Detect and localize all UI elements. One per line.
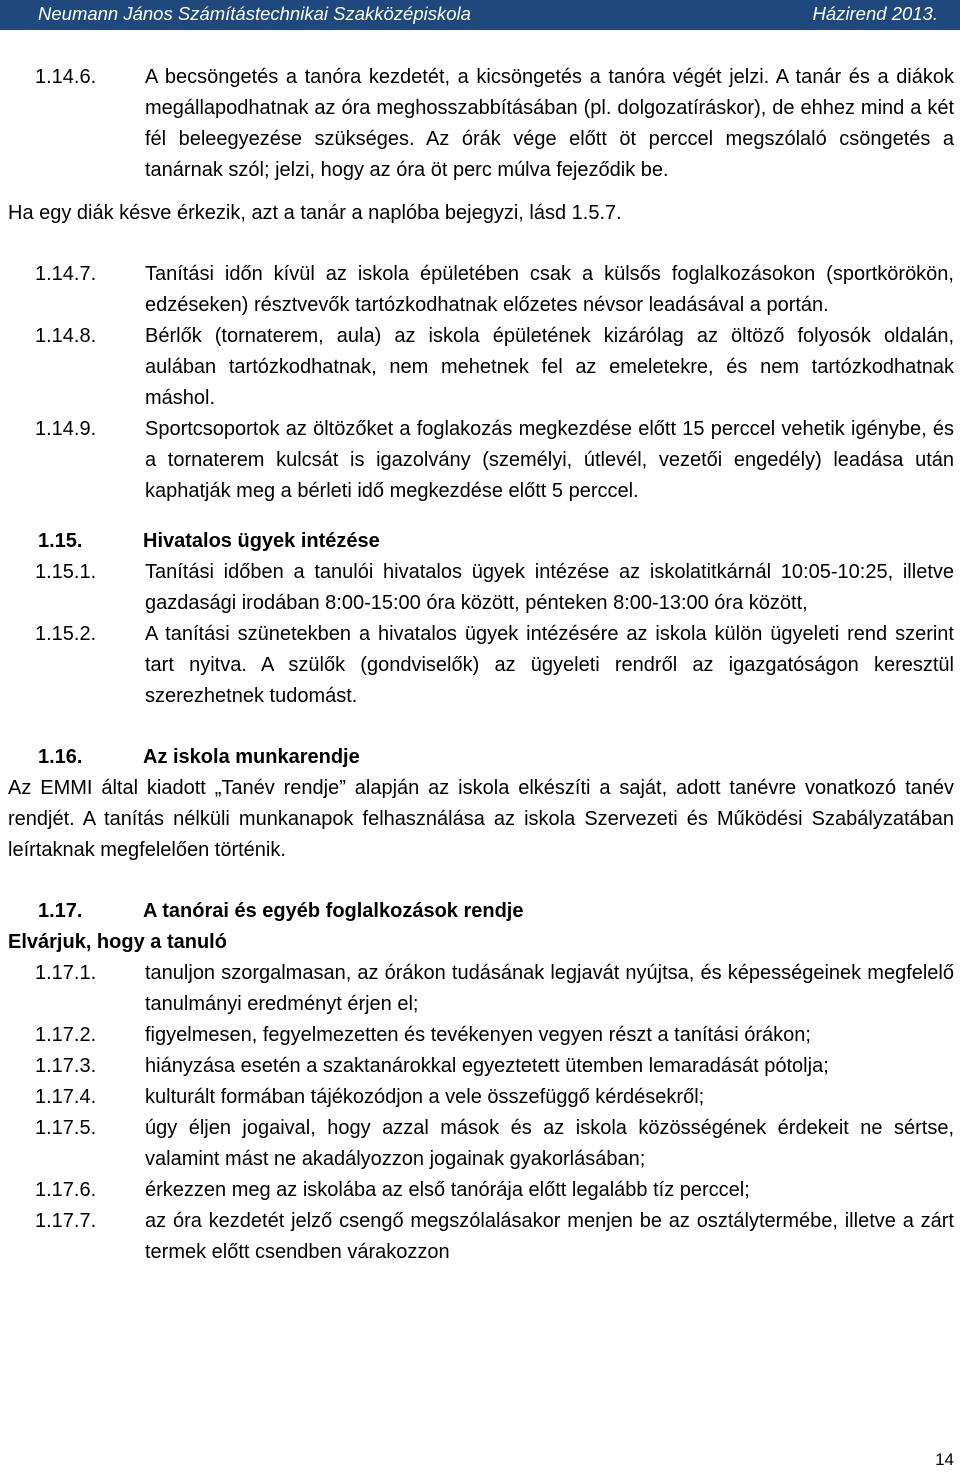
paragraph-text: tanuljon szorgalmasan, az órákon tudásának legjavát nyújtsa, és képességeinek megfelelő tanulmányi eredményt érjen el;: [145, 962, 954, 1015]
section-title: Az iskola munkarendje: [143, 746, 360, 768]
paragraph-text: Bérlők (tornaterem, aula) az iskola épületének kizárólag az öltöző folyosók oldalán, aulában tartózkodhatnak, nem mehetnek fel az emeletekre, és nem tartózkodhatnak máshol.: [145, 325, 954, 409]
paragraph-text: érkezzen meg az iskolába az első tanórája előtt legalább tíz perccel;: [145, 1179, 750, 1201]
paragraph-number: 1.17.4.: [35, 1086, 97, 1108]
numbered-paragraph: [0, 958, 960, 1020]
paragraph-number: 1.17.6.: [35, 1179, 97, 1201]
section-heading: [0, 742, 960, 773]
body-paragraph: Az EMMI által kiadott „Tanév rendje” alapján az iskola elkészíti a saját, adott tanévre vonatkozó tanév rendjét. A tanítás nélküli munkanapok felhasználása az iskola Szervezeti és Működési Szabályzatában leírtaknak megfelelően történik.: [8, 777, 954, 861]
numbered-paragraph: [0, 62, 960, 186]
numbered-paragraph: [0, 619, 960, 712]
numbered-paragraph: [0, 557, 960, 619]
paragraph-text: figyelmesen, fegyelmezetten és tevékenyen vegyen részt a tanítási órákon;: [145, 1024, 811, 1046]
section-heading: [0, 526, 960, 557]
numbered-paragraph: [0, 414, 960, 507]
page-number: 14: [935, 1450, 954, 1469]
paragraph-number: 1.14.8.: [35, 325, 97, 347]
section-heading: [0, 896, 960, 927]
paragraph-text: A becsöngetés a tanóra kezdetét, a kicsöngetés a tanóra végét jelzi. A tanár és a diákok megállapodhatnak az óra meghosszabbításában (pl. dolgozatíráskor), de ehhez mind a két fél beleegyezése szükséges. Az órák vége előtt öt perccel megszólaló csöngetés a tanárnak szól; jelzi, hogy az óra öt perc múlva fejeződik be.: [145, 66, 954, 181]
paragraph-number: 1.17.2.: [35, 1024, 97, 1046]
paragraph-number: 1.17.5.: [35, 1117, 97, 1139]
numbered-paragraph: [0, 1082, 960, 1113]
page-header: [0, 0, 960, 30]
numbered-paragraph: [0, 1051, 960, 1082]
paragraph-text: az óra kezdetét jelző csengő megszólalásakor menjen be az osztálytermébe, illetve a zárt termek előtt csendben várakozzon: [145, 1210, 954, 1263]
paragraph-number: 1.17.7.: [35, 1210, 97, 1232]
paragraph-number: 1.15.2.: [35, 623, 97, 645]
paragraph-number: 1.14.6.: [35, 66, 97, 88]
section-number: 1.17.: [38, 900, 83, 922]
paragraph-number: 1.17.3.: [35, 1055, 97, 1077]
paragraph-text: Tanítási időben a tanulói hivatalos ügyek intézése az iskolatitkárnál 10:05-10:25, illetve gazdasági irodában 8:00-15:00 óra között, pénteken 8:00-13:00 óra között,: [145, 561, 954, 614]
paragraph-text: hiányzása esetén a szaktanárokkal egyeztetett ütemben lemaradását pótolja;: [145, 1055, 829, 1077]
numbered-paragraph: [0, 1175, 960, 1206]
paragraph-number: 1.14.9.: [35, 418, 97, 440]
numbered-paragraph: [0, 1020, 960, 1051]
paragraph-text: Tanítási időn kívül az iskola épületében csak a külsős foglalkozásokon (sportkörökön, edzéseken) résztvevők tartózkodhatnak előzetes névsor leadásával a portán.: [145, 263, 954, 316]
header-school-name: Neumann János Számítástechnikai Szakközépiskola: [38, 3, 471, 24]
section-number: 1.16.: [38, 746, 83, 768]
paragraph-text: úgy éljen jogaival, hogy azzal mások és az iskola közösségének érdekeit ne sértse, valamint mást ne akadályozzon jogainak gyakorlásában;: [145, 1117, 954, 1170]
header-document-title: Házirend 2013.: [812, 3, 938, 24]
paragraph-number: 1.15.1.: [35, 561, 97, 583]
bold-intro-line: Elvárjuk, hogy a tanuló: [8, 931, 227, 953]
paragraph-number: 1.17.1.: [35, 962, 97, 984]
document-body: [0, 62, 960, 1268]
numbered-paragraph: [0, 321, 960, 414]
numbered-paragraph: [0, 259, 960, 321]
paragraph-text: Sportcsoportok az öltözőket a foglakozás megkezdése előtt 15 perccel vehetik igénybe, és a tornaterem kulcsát is igazolvány (személyi, útlevél, vezetői engedély) leadása után kaphatják meg a bérleti idő megkezdése előtt 5 perccel.: [145, 418, 954, 502]
numbered-paragraph: [0, 1113, 960, 1175]
section-title: A tanórai és egyéb foglalkozások rendje: [143, 900, 524, 922]
section-number: 1.15.: [38, 530, 83, 552]
body-paragraph: Ha egy diák késve érkezik, azt a tanár a naplóba bejegyzi, lásd 1.5.7.: [8, 202, 622, 224]
paragraph-text: kulturált formában tájékozódjon a vele összefüggő kérdésekről;: [145, 1086, 705, 1108]
section-title: Hivatalos ügyek intézése: [143, 530, 380, 552]
paragraph-number: 1.14.7.: [35, 263, 97, 285]
numbered-paragraph: [0, 1206, 960, 1268]
paragraph-text: A tanítási szünetekben a hivatalos ügyek intézésére az iskola külön ügyeleti rend szerint tart nyitva. A szülők (gondviselők) az ügyeleti rendről az igazgatóságon keresztül szerezhetnek tudomást.: [145, 623, 954, 707]
